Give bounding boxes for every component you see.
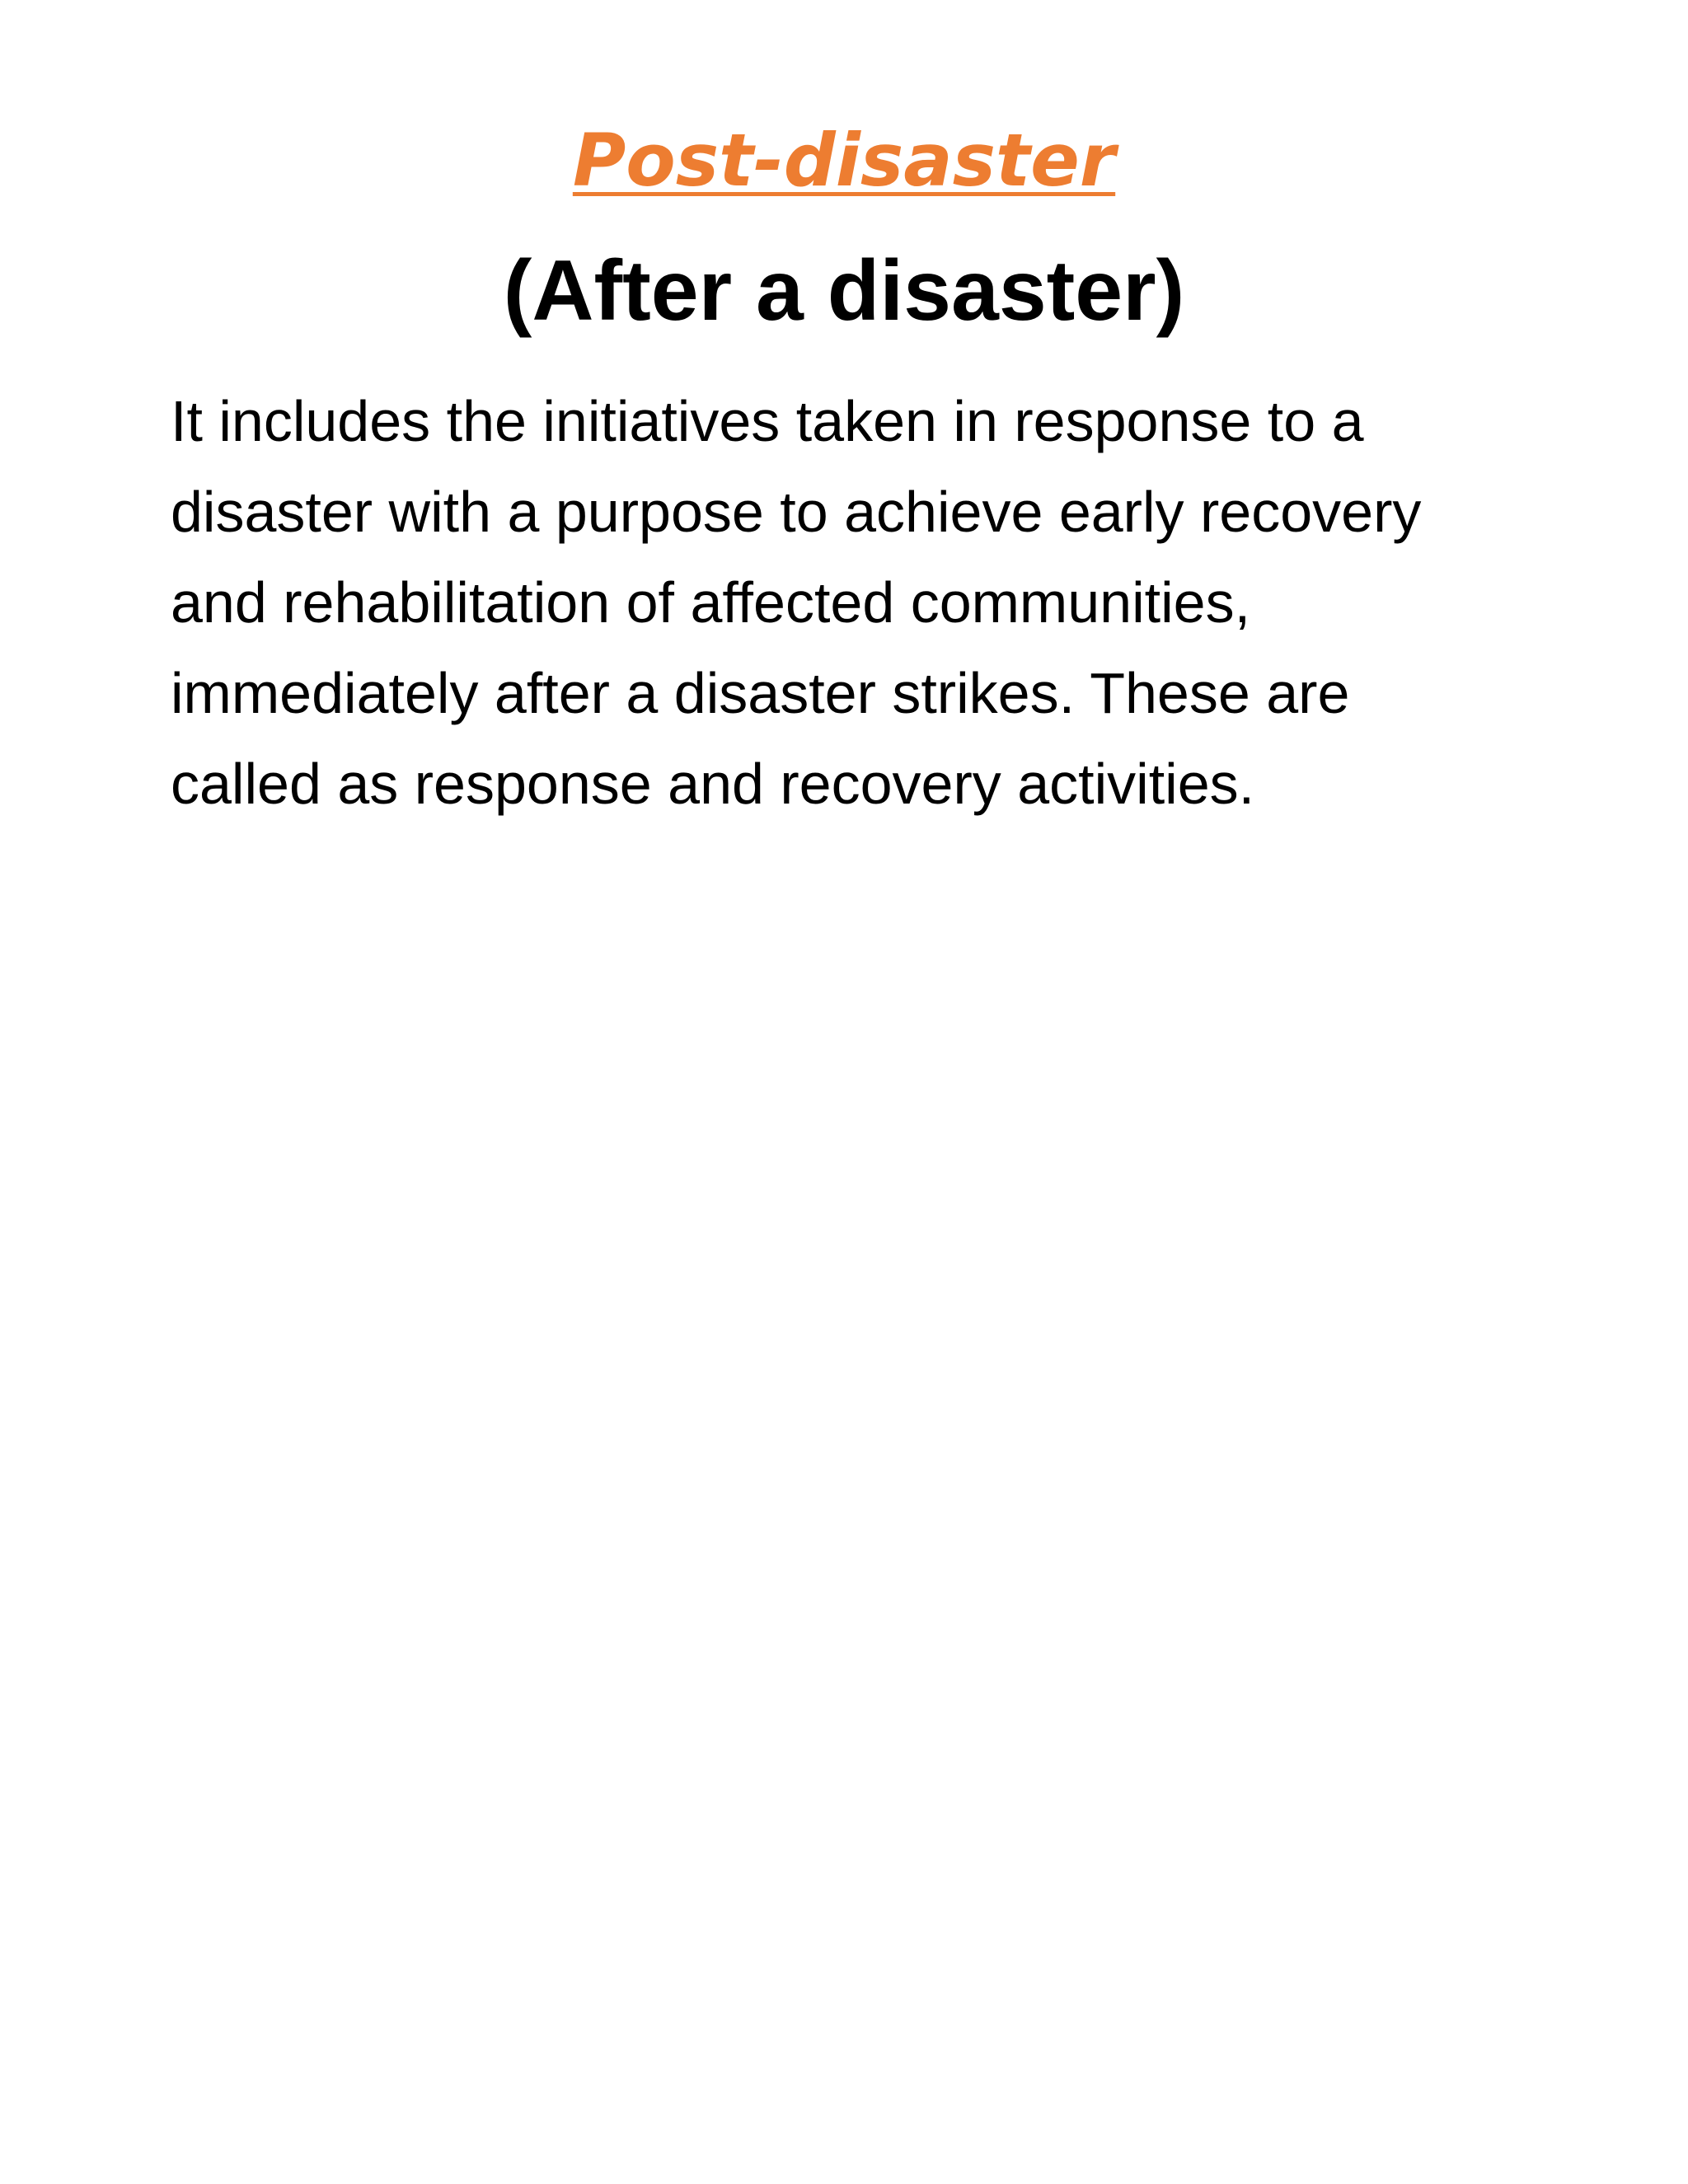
paragraph-line: It includes the initiatives taken in response to a: [171, 389, 1364, 453]
paragraph-line: disaster with a purpose to achieve early recovery: [171, 480, 1422, 544]
paragraph-line: and rehabilitation of affected communities,: [171, 570, 1251, 635]
page-subtitle: (After a disaster): [503, 243, 1185, 339]
paragraph-line: called as response and recovery activities.: [171, 752, 1255, 816]
page-title: Post-disaster: [572, 118, 1116, 203]
body-paragraph: [171, 376, 1531, 829]
paragraph-line: immediately after a disaster strikes. These are: [171, 661, 1350, 725]
